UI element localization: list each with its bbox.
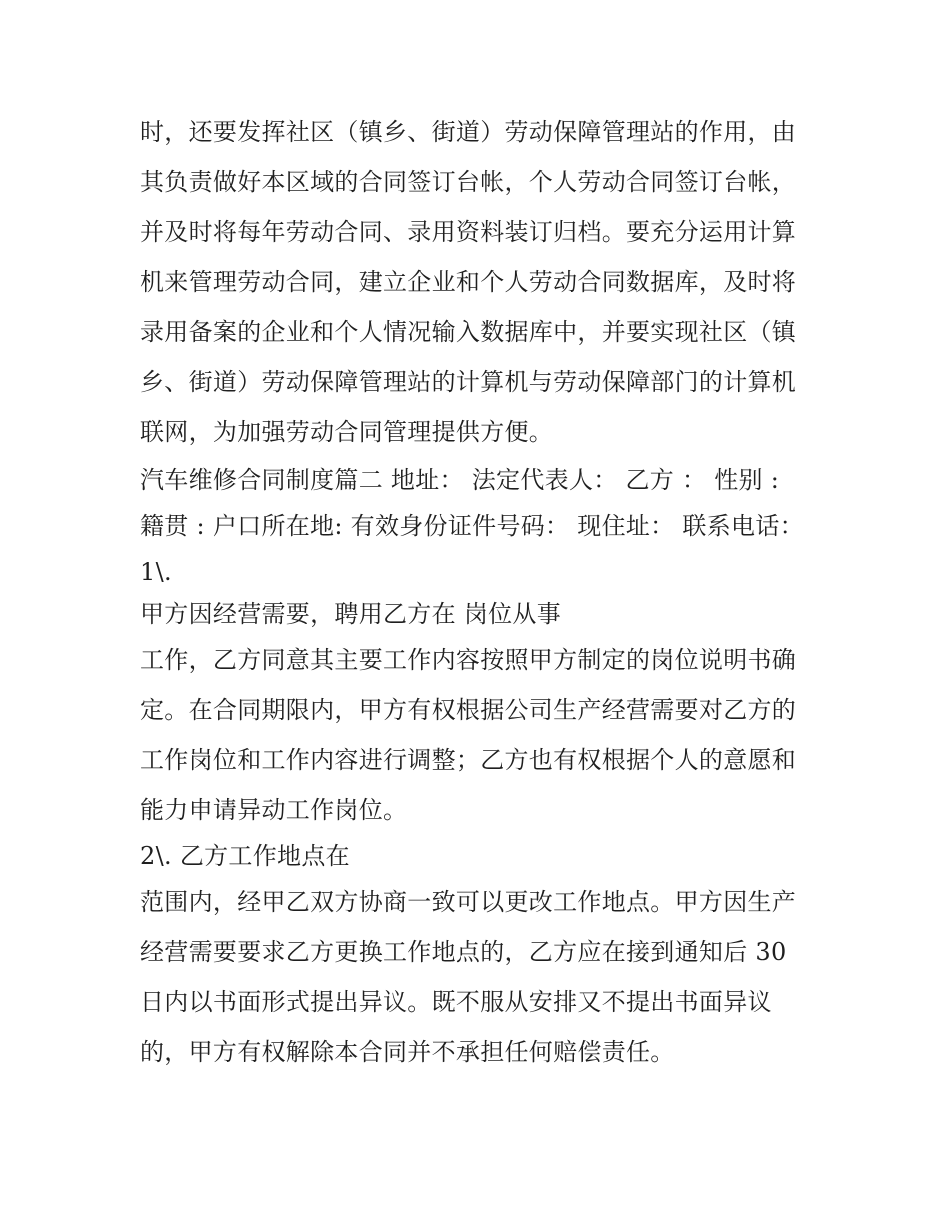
text-line: 籍贯 : 户口所在地: 有效身份证件号码： 现住址： 联系电话： xyxy=(140,512,804,540)
text-line: 机来管理劳动合同，建立企业和个人劳动合同数据库，及时将 xyxy=(140,268,797,296)
clause-number: 2\. 乙方工作地点在 xyxy=(140,842,350,870)
text-line: 范围内，经甲乙双方协商一致可以更改工作地点。甲方因生产 xyxy=(140,888,797,916)
section-heading-line: 汽车维修合同制度篇二 地址： 法定代表人： 乙方 ： 性别 : xyxy=(140,466,780,494)
text-line: 日内以书面形式提出异议。既不服从安排又不提出书面异议 xyxy=(140,988,772,1016)
text-line: 其负责做好本区域的合同签订台帐，个人劳动合同签订台帐， xyxy=(140,168,797,196)
text-line: 工作，乙方同意其主要工作内容按照甲方制定的岗位说明书确 xyxy=(140,646,797,674)
clause-number: 1\. xyxy=(140,558,172,586)
text-line: 定。在合同期限内，甲方有权根据公司生产经营需要对乙方的 xyxy=(140,696,797,724)
text-line: 录用备案的企业和个人情况输入数据库中，并要实现社区（镇 xyxy=(140,318,797,346)
document-body xyxy=(140,107,820,1077)
text-line: 工作岗位和工作内容进行调整；乙方也有权根据个人的意愿和 xyxy=(140,746,797,774)
text-line: 能力申请异动工作岗位。 xyxy=(140,796,408,824)
text-line: 甲方因经营需要，聘用乙方在 岗位从事 xyxy=(140,600,562,628)
text-line: 的，甲方有权解除本合同并不承担任何赔偿责任。 xyxy=(140,1038,675,1066)
text-line: 乡、街道）劳动保障管理站的计算机与劳动保障部门的计算机 xyxy=(140,368,797,396)
text-line: 联网，为加强劳动合同管理提供方便。 xyxy=(140,418,554,446)
text-line: 时，还要发挥社区（镇乡、街道）劳动保障管理站的作用，由 xyxy=(140,118,797,146)
text-line: 并及时将每年劳动合同、录用资料装订归档。要充分运用计算 xyxy=(140,218,797,246)
text-line: 经营需要要求乙方更换工作地点的，乙方应在接到通知后 30 xyxy=(140,938,787,966)
